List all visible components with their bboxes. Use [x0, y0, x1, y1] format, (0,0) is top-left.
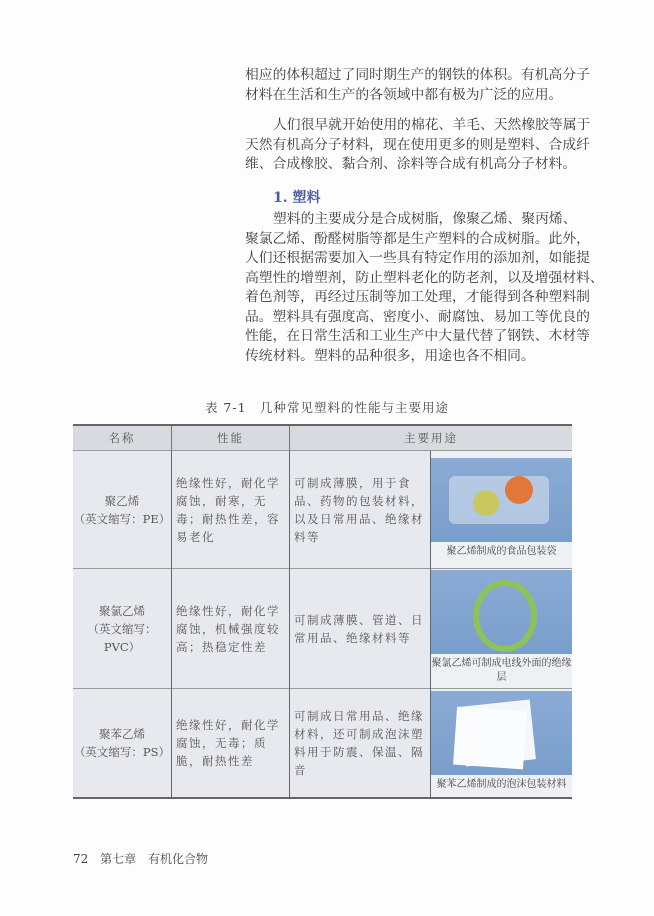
text-line: 传统材料。塑料的品种很多，用途也各不相同。 [245, 347, 535, 364]
photo-caption: 聚氯乙烯可制成电线外面的绝缘层 [431, 657, 572, 683]
text-line: 天然有机高分子材料，现在使用更多的则是塑料、合成纤 [245, 136, 590, 153]
food-bag-photo [431, 458, 572, 542]
paragraph-3 [245, 210, 604, 366]
table-row [73, 451, 572, 569]
properties: 绝缘性好，耐化学腐蚀，机械强度较高；热稳定性差 [172, 569, 290, 689]
text-line: 材料在生活和生产的各领域中都有极为广泛的应用。 [245, 86, 563, 103]
properties: 绝缘性好，耐化学腐蚀，耐寒，无毒；耐热性差，容易老化 [172, 451, 290, 569]
plastic-name [73, 569, 172, 689]
page-number: 72 [73, 852, 89, 866]
uses: 可制成薄膜，用于食品、药物的包装材料，以及日常用品、绝缘材料等 [290, 451, 431, 569]
photo-caption: 聚乙烯制成的食品包装袋 [446, 545, 557, 557]
table-header-row [73, 425, 572, 451]
plastics-table [73, 424, 572, 799]
text-line: 维、合成橡胶、黏合剂、涂料等合成有机高分子材料。 [245, 156, 577, 172]
table-caption: 表 7-1 几种常见塑料的性能与主要用途 [204, 400, 450, 415]
photo-cell [431, 569, 573, 689]
uses: 可制成薄膜、管道、日常用品、绝缘材料等 [290, 569, 431, 689]
text-line: 塑料的主要成分是合成树脂，像聚乙烯、聚丙烯、 [273, 211, 577, 227]
properties: 绝缘性好，耐化学腐蚀，无毒；质脆，耐热性差 [172, 689, 290, 798]
photo-cell [431, 451, 573, 569]
plastic-name [73, 689, 172, 798]
paragraph-2 [245, 116, 591, 175]
abbr-text: （英文缩写：PS） [73, 744, 171, 759]
wire-coil-photo [431, 570, 572, 654]
table-row [73, 689, 572, 798]
name-text: 聚氯乙烯 [99, 603, 145, 618]
text-line: 高塑性的增塑剂，防止塑料老化的防老剂，以及增强材料、 [245, 269, 604, 286]
abbr-text: （英文缩写：PE） [73, 511, 171, 526]
header-properties: 性能 [172, 425, 290, 451]
plastic-name [73, 451, 172, 569]
name-text: 聚乙烯 [104, 493, 140, 508]
text-line: 品。塑料具有强度高、密度小、耐腐蚀、易加工等优良的 [245, 308, 590, 325]
name-text: 聚苯乙烯 [99, 726, 145, 741]
header-uses: 主要用途 [290, 425, 573, 451]
abbr-text: （英文缩写：PVC） [87, 621, 157, 654]
chapter-label: 第七章 [100, 852, 137, 866]
text-line: 人们很早就开始使用的棉花、羊毛、天然橡胶等属于 [273, 117, 591, 133]
photo-caption: 聚苯乙烯制成的泡沫包装材料 [436, 778, 567, 790]
text-line: 聚氯乙烯、酚醛树脂等都是生产塑料的合成树脂。此外， [245, 230, 590, 247]
text-line: 性能，在日常生活和工业生产中大量代替了钢铁、木材等 [245, 328, 590, 344]
text-line: 着色剂等，再经过压制等加工处理，才能得到各种塑料制 [245, 289, 590, 305]
photo-cell [431, 689, 573, 798]
page-footer [73, 850, 216, 867]
text-line: 相应的体积超过了同时期生产的钢铁的体积。有机高分子 [245, 67, 590, 83]
text-line: 人们还根据需要加入一些具有特定作用的添加剂，如能提 [245, 250, 590, 266]
chapter-title: 有机化合物 [147, 852, 208, 866]
paragraph-1 [245, 66, 590, 105]
uses: 可制成日常用品、绝缘材料，还可制成泡沫塑料用于防震、保温、隔音 [290, 689, 431, 798]
header-name: 名称 [73, 425, 172, 451]
section-title: 1. 塑料 [273, 190, 321, 206]
foam-sheet-photo [431, 691, 572, 775]
table-row [73, 569, 572, 689]
